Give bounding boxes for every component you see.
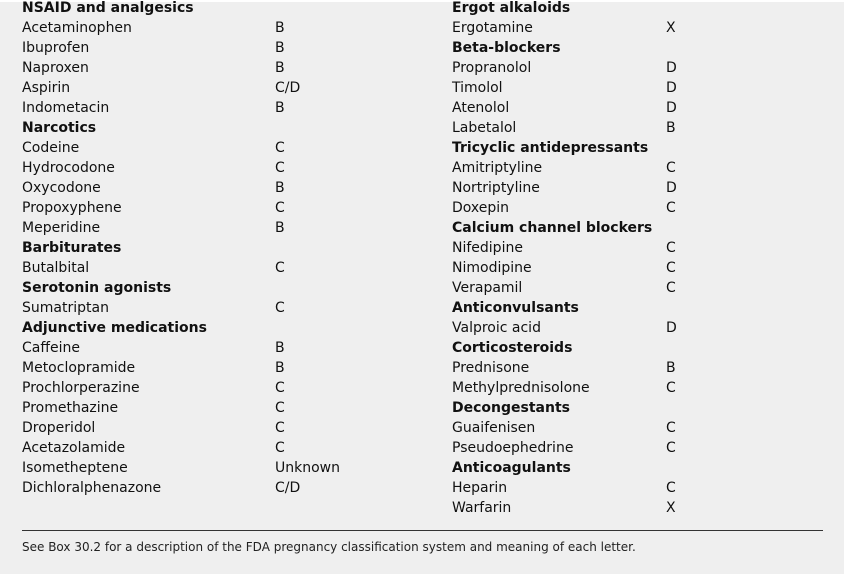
drug-name: Ergotamine <box>452 20 533 36</box>
drug-name: Atenolol <box>452 100 510 116</box>
pregnancy-category: C/D <box>275 80 301 96</box>
drug-class-name: Corticosteroids <box>452 340 573 356</box>
drug-name: Warfarin <box>452 500 512 516</box>
drug-class-name: Tricyclic antidepressants <box>452 140 649 156</box>
drug-class-name: Ergot alkaloids <box>452 0 571 16</box>
drug-class-name: Anticonvulsants <box>452 300 579 316</box>
pregnancy-category: B <box>275 40 285 56</box>
drug-name: Nifedipine <box>452 240 523 256</box>
pregnancy-category: C <box>666 160 676 176</box>
table-footnote: See Box 30.2 for a description of the FDA pregnancy classification system and meaning of each letter. <box>22 540 636 554</box>
pregnancy-category: B <box>275 340 285 356</box>
pregnancy-category: Unknown <box>275 460 340 476</box>
drug-class-name: Calcium channel blockers <box>452 220 653 236</box>
pregnancy-category: B <box>275 60 285 76</box>
drug-name: Dichloralphenazone <box>22 480 162 496</box>
drug-name: Propoxyphene <box>22 200 122 216</box>
pregnancy-category: C <box>275 300 285 316</box>
drug-name: Doxepin <box>452 200 510 216</box>
pregnancy-category: C <box>666 440 676 456</box>
pregnancy-category: C <box>666 260 676 276</box>
footnote-divider <box>22 530 823 531</box>
drug-name: Metoclopramide <box>22 360 136 376</box>
drug-name: Propranolol <box>452 60 532 76</box>
pregnancy-category: C <box>666 480 676 496</box>
pregnancy-category: C <box>275 260 285 276</box>
drug-name: Valproic acid <box>452 320 541 336</box>
pregnancy-category: C/D <box>275 480 301 496</box>
pregnancy-category: C <box>275 140 285 156</box>
pregnancy-category: B <box>275 180 285 196</box>
pregnancy-category: D <box>666 320 677 336</box>
pregnancy-category: C <box>275 440 285 456</box>
pregnancy-category: B <box>666 360 676 376</box>
pregnancy-category: C <box>275 420 285 436</box>
drug-name: Hydrocodone <box>22 160 115 176</box>
pregnancy-category: C <box>666 200 676 216</box>
pregnancy-category: B <box>275 20 285 36</box>
pregnancy-category: C <box>666 380 676 396</box>
drug-name: Codeine <box>22 140 80 156</box>
pregnancy-category: C <box>275 380 285 396</box>
drug-name: Indometacin <box>22 100 110 116</box>
drug-name: Heparin <box>452 480 508 496</box>
pregnancy-category: C <box>666 420 676 436</box>
drug-class-name: Serotonin agonists <box>22 280 172 296</box>
drug-name: Labetalol <box>452 120 517 136</box>
pregnancy-category: C <box>275 200 285 216</box>
pregnancy-category: X <box>666 20 676 36</box>
drug-name: Acetazolamide <box>22 440 126 456</box>
drug-name: Timolol <box>452 80 503 96</box>
pregnancy-category: D <box>666 180 677 196</box>
pregnancy-category: C <box>275 400 285 416</box>
pregnancy-category: B <box>275 100 285 116</box>
drug-name: Prednisone <box>452 360 530 376</box>
drug-class-name: Barbiturates <box>22 240 122 256</box>
drug-name: Naproxen <box>22 60 89 76</box>
drug-name: Ibuprofen <box>22 40 90 56</box>
drug-name: Promethazine <box>22 400 119 416</box>
drug-class-name: NSAID and analgesics <box>22 0 194 16</box>
drug-name: Sumatriptan <box>22 300 109 316</box>
drug-name: Acetaminophen <box>22 20 132 36</box>
drug-class-name: Anticoagulants <box>452 460 571 476</box>
drug-class-name: Decongestants <box>452 400 570 416</box>
drug-name: Caffeine <box>22 340 80 356</box>
pregnancy-category: C <box>275 160 285 176</box>
pregnancy-category: X <box>666 500 676 516</box>
drug-class-name: Beta-blockers <box>452 40 561 56</box>
drug-name: Droperidol <box>22 420 96 436</box>
drug-name: Nimodipine <box>452 260 532 276</box>
drug-name: Butalbital <box>22 260 90 276</box>
drug-class-name: Adjunctive medications <box>22 320 207 336</box>
drug-name: Methylprednisolone <box>452 380 590 396</box>
drug-name: Oxycodone <box>22 180 101 196</box>
drug-name: Prochlorperazine <box>22 380 140 396</box>
pregnancy-category: B <box>666 120 676 136</box>
pregnancy-category: B <box>275 360 285 376</box>
drug-name: Amitriptyline <box>452 160 543 176</box>
drug-name: Aspirin <box>22 80 71 96</box>
drug-name: Isometheptene <box>22 460 128 476</box>
drug-name: Pseudoephedrine <box>452 440 574 456</box>
pregnancy-category: D <box>666 100 677 116</box>
drug-class-name: Narcotics <box>22 120 97 136</box>
pregnancy-category: C <box>666 280 676 296</box>
drug-name: Nortriptyline <box>452 180 540 196</box>
pregnancy-category: D <box>666 60 677 76</box>
pregnancy-category: C <box>666 240 676 256</box>
pregnancy-category: D <box>666 80 677 96</box>
pregnancy-category: B <box>275 220 285 236</box>
drug-name: Meperidine <box>22 220 101 236</box>
drug-name: Verapamil <box>452 280 523 296</box>
drug-name: Guaifenisen <box>452 420 536 436</box>
